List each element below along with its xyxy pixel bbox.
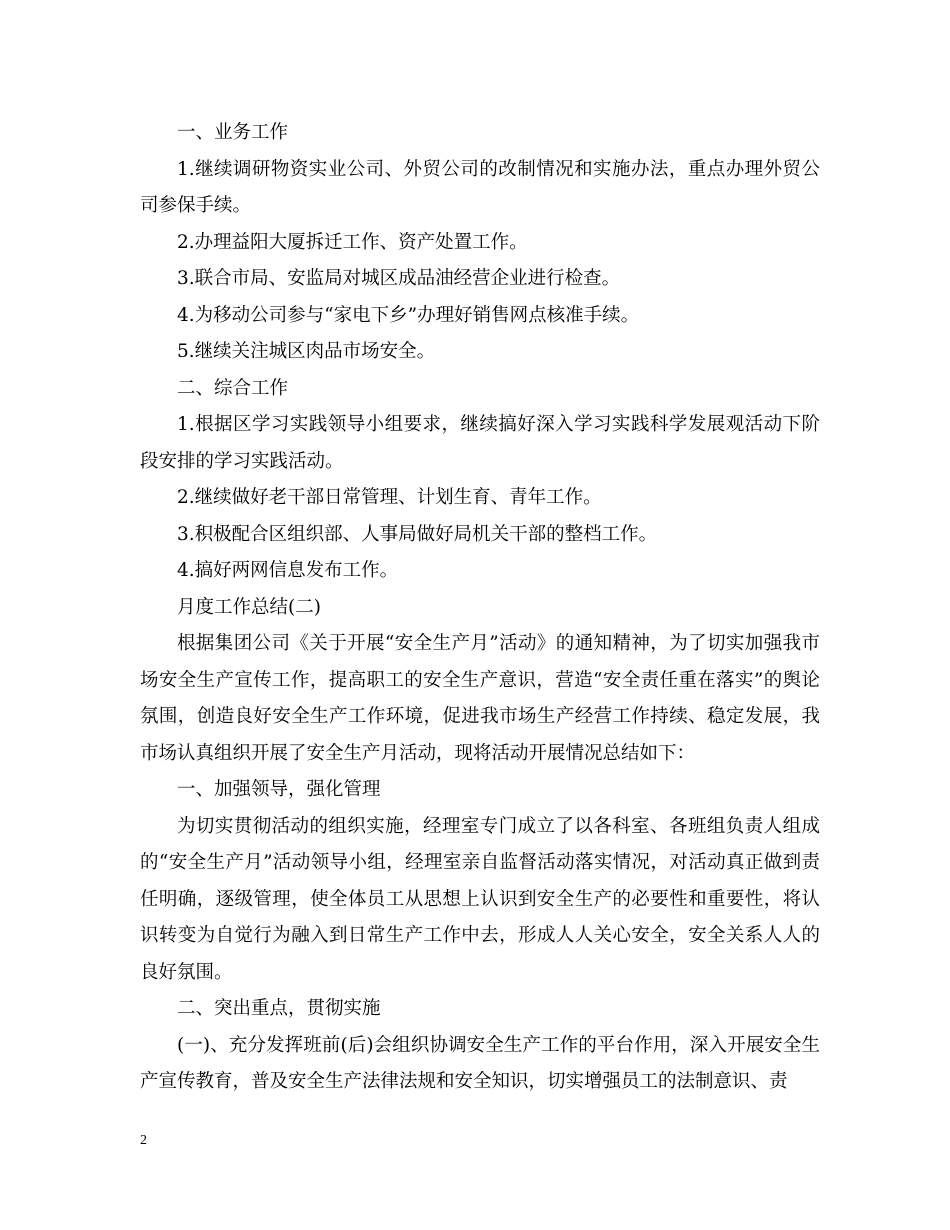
heading-key-points: 二、突出重点，贯彻实施 bbox=[177, 998, 381, 1019]
paragraph: 根据集团公司《关于开展“安全生产月”活动》的通知精神，为了切实加强我市场安全生产宣传工作，提高职工的安全生产意识，营造“安全责任重在落实”的舆论氛围，创造良好安全生产工作环境，促进我市场生产经营工作持续、稳定发展，我市场认真组织开展了安全生产月活动，现将活动开展情况总结如下： bbox=[140, 633, 820, 764]
paragraph: 3.积极配合区组织部、人事局做好局机关干部的整档工作。 bbox=[177, 523, 658, 545]
document-body bbox=[140, 115, 820, 1101]
heading-business-work: 一、业务工作 bbox=[177, 122, 289, 143]
section-title: 月度工作总结(二) bbox=[177, 596, 321, 618]
paragraph: 4.搞好两网信息发布工作。 bbox=[177, 560, 399, 581]
paragraph: 3.联合市局、安监局对城区成品油经营企业进行检查。 bbox=[177, 268, 621, 289]
paragraph: 2.办理益阳大厦拆迁工作、资产处置工作。 bbox=[177, 231, 528, 253]
paragraph: 4.为移动公司参与“家电下乡”办理好销售网点核准手续。 bbox=[177, 304, 640, 326]
paragraph: 1.根据区学习实践领导小组要求，继续搞好深入学习实践科学发展观活动下阶段安排的学习实践活动。 bbox=[140, 414, 820, 472]
heading-general-work: 二、综合工作 bbox=[177, 377, 289, 399]
paragraph: 为切实贯彻活动的组织实施，经理室专门成立了以各科室、各班组负责人组成的“安全生产月”活动领导小组，经理室亲自监督活动落实情况，对活动真正做到责任明确，逐级管理，使全体员工从思想上认识到安全生产的必要性和重要性，将认识转变为自觉行为融入到日常生产工作中去，形成人人关心安全，安全关系人人的良好氛围。 bbox=[140, 815, 820, 983]
paragraph: (一)、充分发挥班前(后)会组织协调安全生产工作的平台作用，深入开展安全生产宣传教育，普及安全生产法律法规和安全知识，切实增强员工的法制意识、责 bbox=[140, 1034, 820, 1092]
page-number: 2 bbox=[140, 1133, 147, 1148]
paragraph: 5.继续关注城区肉品市场安全。 bbox=[177, 341, 436, 362]
paragraph: 2.继续做好老干部日常管理、计划生育、青年工作。 bbox=[177, 487, 602, 508]
heading-leadership: 一、加强领导，强化管理 bbox=[177, 779, 381, 800]
paragraph: 1.继续调研物资实业公司、外贸公司的改制情况和实施办法，重点办理外贸公司参保手续。 bbox=[140, 158, 820, 216]
